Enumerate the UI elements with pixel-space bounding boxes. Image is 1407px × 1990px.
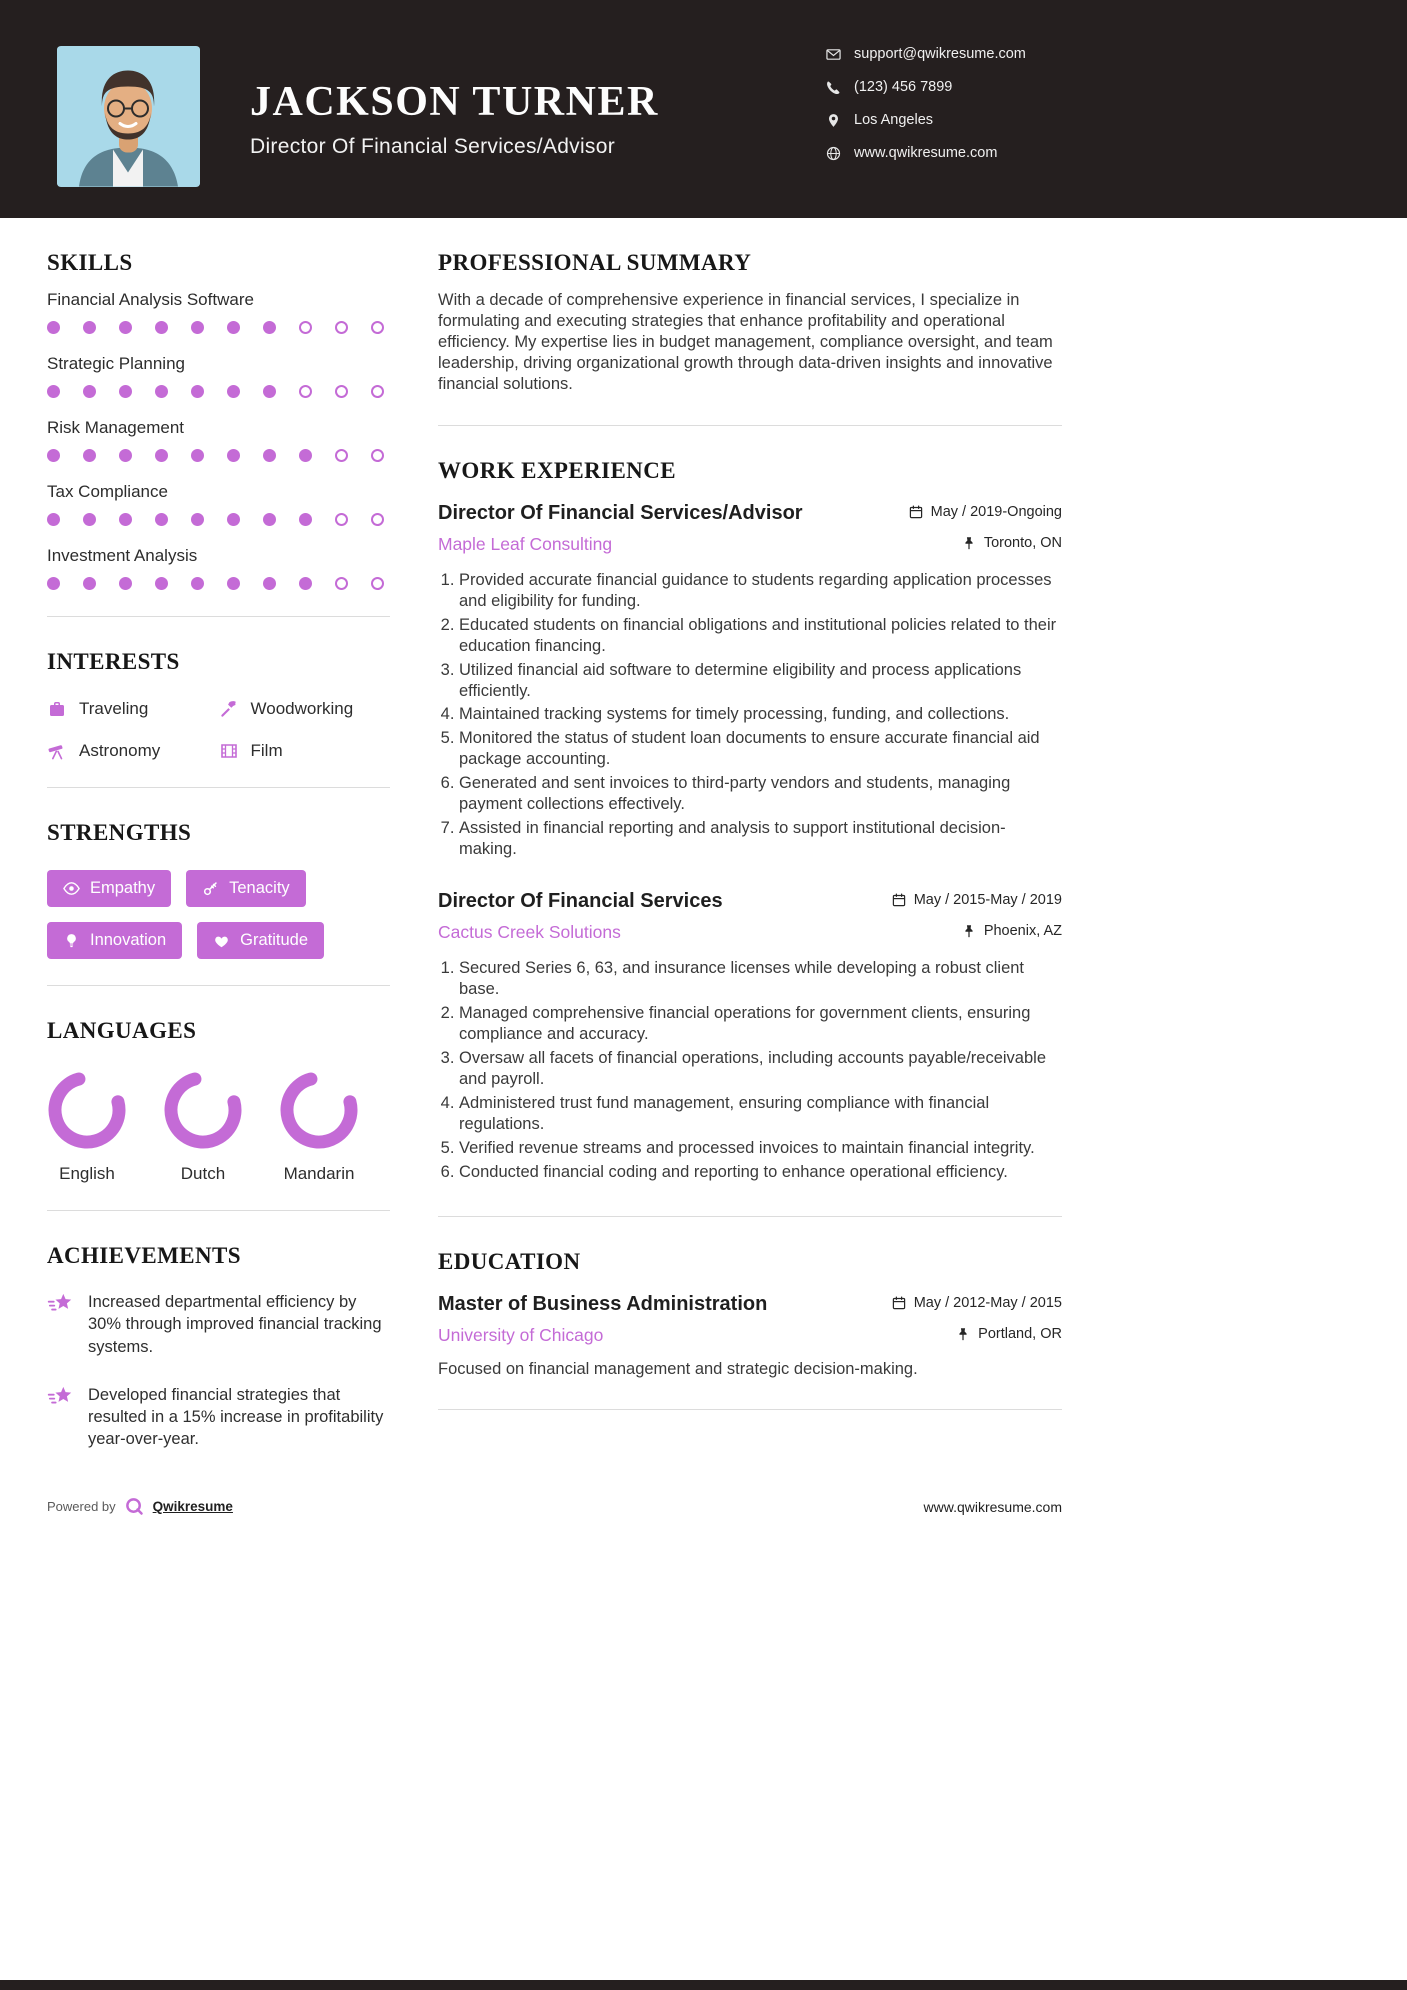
skill-name: Financial Analysis Software [47, 290, 254, 309]
job-location-text: Toronto, ON [983, 534, 1062, 551]
achievement-item [47, 1384, 390, 1451]
education-subheader [438, 1325, 1062, 1346]
interests-heading: INTERESTS [47, 649, 180, 674]
job-dates [909, 504, 1062, 520]
skill-level-dots [47, 449, 390, 462]
interests-section [47, 617, 390, 788]
skill-level-dot [371, 513, 384, 526]
skill-item [47, 290, 390, 334]
education-location [956, 1326, 1062, 1342]
skills-heading: SKILLS [47, 250, 133, 275]
strength-label: Innovation [90, 931, 167, 949]
languages-heading: LANGUAGES [47, 1018, 197, 1043]
job-dates [892, 892, 1062, 908]
achievement-text: Developed financial strategies that resulted in a 15% increase in profitability year-over-year. [88, 1385, 384, 1449]
language-level-ring [279, 1070, 359, 1150]
job-title: Director Of Financial Services/Advisor [438, 501, 803, 524]
company-name: Maple Leaf Consulting [438, 533, 613, 554]
achievement-text: Increased departmental efficiency by 30% through improved financial tracking systems. [88, 1293, 382, 1356]
experience-section [438, 426, 1062, 1217]
job-bullet: 3. Oversaw all facets of financial operations, including accounts payable/receivable and payroll. [459, 1048, 1062, 1090]
job-bullet: 2. Managed comprehensive financial operations for government clients, ensuring compliance and accuracy. [459, 1003, 1062, 1045]
skill-level-dot [371, 321, 384, 334]
strength-label: Gratitude [240, 931, 309, 949]
job-entry [438, 502, 1062, 860]
skill-level-dots [47, 385, 390, 398]
calendar-icon [892, 1296, 906, 1310]
contact-list [826, 46, 1026, 178]
skill-level-dot [191, 321, 204, 334]
left-column [47, 218, 390, 1477]
contact-website-text: www.qwikresume.com [854, 145, 998, 161]
job-subheader [438, 534, 1062, 555]
tenacity-icon [202, 881, 219, 896]
skill-level-dot [263, 385, 276, 398]
footer-website: www.qwikresume.com [923, 1498, 1062, 1515]
language-item [163, 1070, 243, 1184]
company-name: Cactus Creek Solutions [438, 922, 621, 943]
education-header [438, 1293, 1062, 1316]
job-bullet: 1. Provided accurate financial guidance to students regarding application processes and eligibility for funding. [459, 570, 1062, 612]
skill-level-dot [83, 577, 96, 590]
footer [47, 1497, 1062, 1516]
skill-level-dot [299, 513, 312, 526]
education-dates-text: May / 2012-May / 2015 [913, 1294, 1062, 1311]
job-location [962, 923, 1062, 939]
pushpin-icon [962, 924, 976, 938]
qwikresume-logo [125, 1497, 144, 1516]
skill-level-dot [83, 385, 96, 398]
skill-level-dot [335, 577, 348, 590]
skill-item [47, 418, 390, 462]
pushpin-icon [962, 536, 976, 550]
interest-label: Woodworking [250, 699, 354, 718]
interest-item [219, 741, 391, 761]
education-location-text: Portland, OR [978, 1325, 1062, 1342]
languages-section [47, 986, 390, 1211]
interest-item [47, 741, 219, 761]
skill-level-dot [335, 385, 348, 398]
education-entry [438, 1293, 1062, 1379]
bottom-page-bar [0, 1980, 1407, 1990]
skill-level-dot [119, 321, 132, 334]
summary-text: With a decade of comprehensive experience in financial services, I specialize in formulating and executing strategies that enhance profitability and operational efficiency. My expertise lies in budget management, compliance oversight, and team leadership, driving organizational growth through data-driven insights and innovative financial solutions. [438, 291, 1053, 393]
skill-level-dot [299, 449, 312, 462]
skill-level-dot [155, 577, 168, 590]
job-bullet: 4. Maintained tracking systems for timely processing, funding, and collections. [459, 704, 1062, 725]
skill-name: Risk Management [47, 418, 185, 437]
skill-level-dot [47, 577, 60, 590]
job-bullet: 5. Monitored the status of student loan documents to ensure accurate financial aid package accounting. [459, 728, 1062, 770]
job-dates-text: May / 2015-May / 2019 [913, 892, 1062, 909]
skill-level-dot [155, 513, 168, 526]
strength-pills [47, 870, 390, 959]
skill-level-dot [191, 577, 204, 590]
skill-level-dot [47, 449, 60, 462]
education-dates [892, 1295, 1062, 1311]
woodworking-icon [219, 699, 239, 719]
job-bullet: 5. Verified revenue streams and processed invoices to maintain financial integrity. [459, 1138, 1062, 1159]
empathy-icon [63, 881, 80, 896]
powered-by-label: Powered by [47, 1499, 116, 1514]
education-heading: EDUCATION [438, 1248, 581, 1274]
language-item [47, 1070, 127, 1184]
job-bullet: 6. Generated and sent invoices to third-party vendors and students, managing payment collections effectively. [459, 773, 1062, 815]
skill-level-dots [47, 577, 390, 590]
languages-list [47, 1070, 390, 1184]
shooting-star-icon [47, 1385, 74, 1410]
skill-level-dot [263, 449, 276, 462]
skill-level-dot [371, 449, 384, 462]
job-header [438, 502, 1062, 525]
skill-level-dot [371, 577, 384, 590]
job-location-text: Phoenix, AZ [983, 923, 1062, 940]
skill-level-dot [335, 513, 348, 526]
language-level-ring [47, 1070, 127, 1150]
strength-label: Tenacity [229, 879, 290, 897]
contact-phone-text: (123) 456 7899 [854, 79, 953, 95]
achievements-heading: ACHIEVEMENTS [47, 1243, 241, 1268]
strengths-heading: STRENGTHS [47, 820, 192, 845]
summary-section [438, 218, 1062, 426]
profile-photo [57, 46, 200, 187]
contact-website [826, 145, 1026, 161]
job-bullet-list [438, 570, 1062, 860]
interest-label: Astronomy [79, 741, 161, 760]
skill-level-dot [263, 577, 276, 590]
skill-level-dot [227, 321, 240, 334]
skill-level-dot [227, 385, 240, 398]
summary-heading: PROFESSIONAL SUMMARY [438, 250, 752, 275]
strengths-section [47, 788, 390, 986]
strength-label: Empathy [90, 879, 156, 897]
skill-level-dot [263, 321, 276, 334]
skill-level-dots [47, 513, 390, 526]
astronomy-icon [47, 741, 67, 761]
skill-level-dot [47, 385, 60, 398]
innovation-icon [63, 933, 80, 948]
name-block [250, 78, 659, 159]
contact-location-text: Los Angeles [854, 112, 934, 128]
contact-email-text: support@qwikresume.com [854, 46, 1026, 62]
job-dates-text: May / 2019-Ongoing [930, 503, 1062, 520]
header [0, 0, 1407, 218]
skill-level-dot [155, 321, 168, 334]
skill-level-dot [191, 449, 204, 462]
contact-email [826, 46, 1026, 62]
achievements-section [47, 1211, 390, 1477]
strength-pill [47, 922, 182, 959]
skill-level-dot [119, 385, 132, 398]
skill-level-dot [119, 513, 132, 526]
interest-item [47, 699, 219, 719]
powered-by [47, 1497, 233, 1516]
contact-location [826, 112, 1026, 128]
skill-level-dot [227, 577, 240, 590]
job-bullet-list [438, 958, 1062, 1183]
skill-item [47, 482, 390, 526]
job-location [962, 535, 1062, 551]
globe-icon [826, 146, 841, 161]
skill-level-dots [47, 321, 390, 334]
skill-level-dot [371, 385, 384, 398]
skill-level-dot [299, 321, 312, 334]
person-title: Director Of Financial Services/Advisor [250, 135, 616, 158]
skill-level-dot [335, 449, 348, 462]
job-bullet: 3. Utilized financial aid software to determine eligibility and process applications efficiently. [459, 660, 1062, 702]
skill-level-dot [227, 449, 240, 462]
skill-level-dot [47, 321, 60, 334]
strength-pill [186, 870, 306, 907]
skill-level-dot [119, 577, 132, 590]
gratitude-icon [213, 933, 230, 948]
contact-phone [826, 79, 1026, 95]
skill-level-dot [299, 385, 312, 398]
skill-item [47, 546, 390, 590]
language-item [279, 1070, 359, 1184]
film-icon [219, 741, 239, 761]
language-level-ring [163, 1070, 243, 1150]
location-icon [826, 113, 841, 128]
skill-name: Strategic Planning [47, 354, 185, 373]
skill-item [47, 354, 390, 398]
skills-section [47, 218, 390, 617]
interests-grid [47, 699, 390, 761]
right-column [438, 218, 1062, 1410]
phone-icon [826, 80, 841, 95]
skill-level-dot [335, 321, 348, 334]
skill-level-dot [83, 321, 96, 334]
interest-label: Traveling [79, 699, 149, 718]
strength-pill [47, 870, 171, 907]
person-name: JACKSON TURNER [250, 79, 659, 125]
job-subheader [438, 922, 1062, 943]
calendar-icon [892, 893, 906, 907]
skill-level-dot [47, 513, 60, 526]
school-name: University of Chicago [438, 1324, 604, 1345]
pushpin-icon [956, 1327, 970, 1341]
education-section [438, 1217, 1062, 1410]
skill-level-dot [155, 385, 168, 398]
skill-level-dot [299, 577, 312, 590]
skill-name: Tax Compliance [47, 482, 168, 501]
interest-label: Film [250, 741, 283, 760]
skill-level-dot [191, 513, 204, 526]
job-bullet: 1. Secured Series 6, 63, and insurance licenses while developing a robust client base. [459, 958, 1062, 1000]
qwikresume-brand-link[interactable]: Qwikresume [152, 1499, 233, 1514]
achievement-item [47, 1291, 390, 1358]
job-header [438, 890, 1062, 913]
skill-level-dot [83, 513, 96, 526]
skill-level-dot [119, 449, 132, 462]
email-icon [826, 47, 841, 62]
job-bullet: 4. Administered trust fund management, ensuring compliance with financial regulations. [459, 1093, 1062, 1135]
interest-item [219, 699, 391, 719]
education-description: Focused on financial management and strategic decision-making. [438, 1359, 918, 1378]
language-label: English [59, 1164, 115, 1183]
skill-level-dot [191, 385, 204, 398]
skill-level-dot [227, 513, 240, 526]
profile-photo-illustration [57, 46, 200, 187]
shooting-star-icon [47, 1292, 74, 1317]
job-entry [438, 890, 1062, 1183]
experience-heading: WORK EXPERIENCE [438, 457, 676, 483]
job-bullet: 6. Conducted financial coding and reporting to enhance operational efficiency. [459, 1162, 1062, 1183]
job-bullet: 2. Educated students on financial obligations and institutional policies related to their education financing. [459, 615, 1062, 657]
degree-title: Master of Business Administration [438, 1292, 768, 1315]
traveling-icon [47, 699, 67, 719]
skill-level-dot [155, 449, 168, 462]
language-label: Dutch [180, 1164, 226, 1183]
strength-pill [197, 922, 324, 959]
job-title: Director Of Financial Services [438, 890, 723, 913]
language-label: Mandarin [283, 1164, 355, 1183]
skill-name: Investment Analysis [47, 546, 198, 565]
skill-level-dot [263, 513, 276, 526]
job-bullet: 7. Assisted in financial reporting and analysis to support institutional decision-making. [459, 818, 1062, 860]
skill-level-dot [83, 449, 96, 462]
calendar-icon [909, 505, 923, 519]
